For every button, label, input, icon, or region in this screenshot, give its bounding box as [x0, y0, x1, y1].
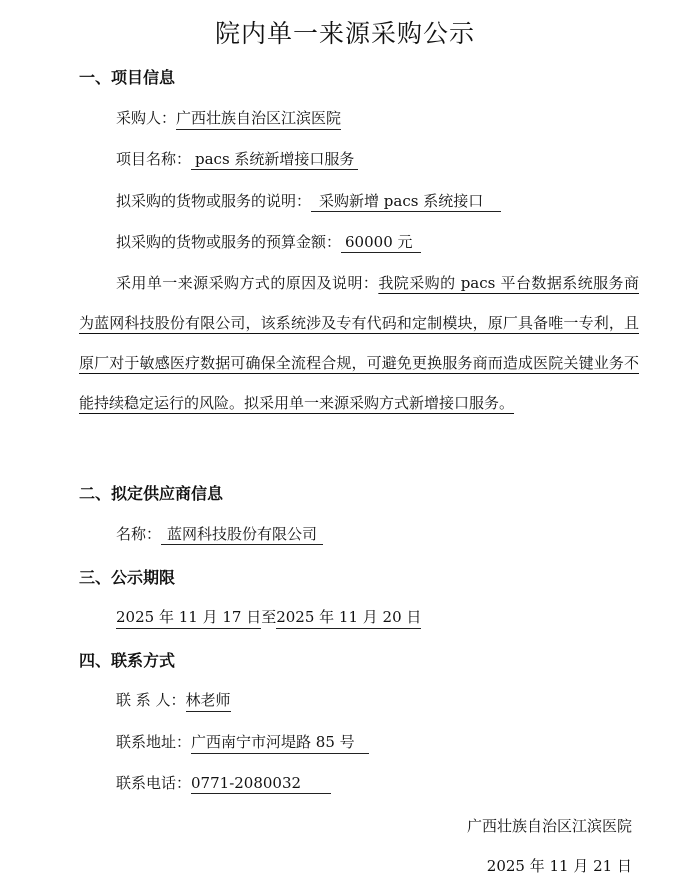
budget-value: 60000 元: [341, 231, 421, 253]
phone-label: 联系电话：: [116, 774, 192, 792]
reason-label: 采用单一来源采购方式的原因及说明：: [116, 274, 379, 292]
phone-line: [116, 772, 331, 794]
period-end: 2025 年 11 月 20 日: [276, 606, 421, 629]
purchaser-line: [116, 107, 341, 130]
section-heading-contact: 四、联系方式: [79, 651, 176, 670]
purchaser-value: 广西壮族自治区江滨医院: [176, 107, 341, 130]
period-start: 2025 年 11 月 17 日: [116, 606, 261, 629]
project-value: pacs 系统新增接口服务: [191, 148, 358, 170]
signature-org: 广西壮族自治区江滨医院: [466, 817, 632, 835]
section-heading-supplier: 二、拟定供应商信息: [79, 484, 224, 503]
address-label: 联系地址：: [116, 733, 192, 751]
section-heading-period: 三、公示期限: [79, 568, 176, 587]
signature-date: 2025 年 11 月 21 日: [486, 857, 632, 875]
period-to: 至: [261, 608, 277, 626]
contact-label: 联 系 人：: [116, 691, 186, 709]
supplier-label: 名称：: [116, 525, 162, 543]
purchaser-label: 采购人：: [116, 109, 177, 127]
contact-value: 林老师: [186, 689, 231, 712]
contact-line: [116, 689, 231, 712]
phone-value: 0771-2080032: [191, 774, 331, 794]
goods-label: 拟采购的货物或服务的说明：: [116, 192, 312, 210]
budget-label: 拟采购的货物或服务的预算金额：: [116, 233, 342, 251]
reason-value: 我院采购的 pacs 平台数据系统服务商为蓝网科技股份有限公司，该系统涉及专有代码和定制模块，原厂具备唯一专利，且原厂对于敏感医疗数据可确保全流程合规，可避免更换服务商而造成医院关键业务不能持续稳定运行的风险。拟采用单一来源采购方式新增接口服务。: [79, 274, 639, 412]
address-line: [116, 731, 369, 754]
goods-value: 采购新增 pacs 系统接口: [311, 190, 501, 212]
period-line: [116, 606, 421, 629]
goods-line: [116, 190, 501, 212]
section-heading-project: 一、项目信息: [79, 68, 176, 87]
page-title: 院内单一来源采购公示: [214, 19, 475, 48]
project-label: 项目名称：: [116, 150, 192, 168]
reason-paragraph: [79, 263, 639, 423]
budget-line: [116, 231, 421, 253]
supplier-line: [116, 523, 323, 545]
address-value: 广西南宁市河堤路 85 号: [191, 731, 369, 754]
supplier-value: 蓝网科技股份有限公司: [161, 523, 323, 545]
project-line: [116, 148, 358, 170]
